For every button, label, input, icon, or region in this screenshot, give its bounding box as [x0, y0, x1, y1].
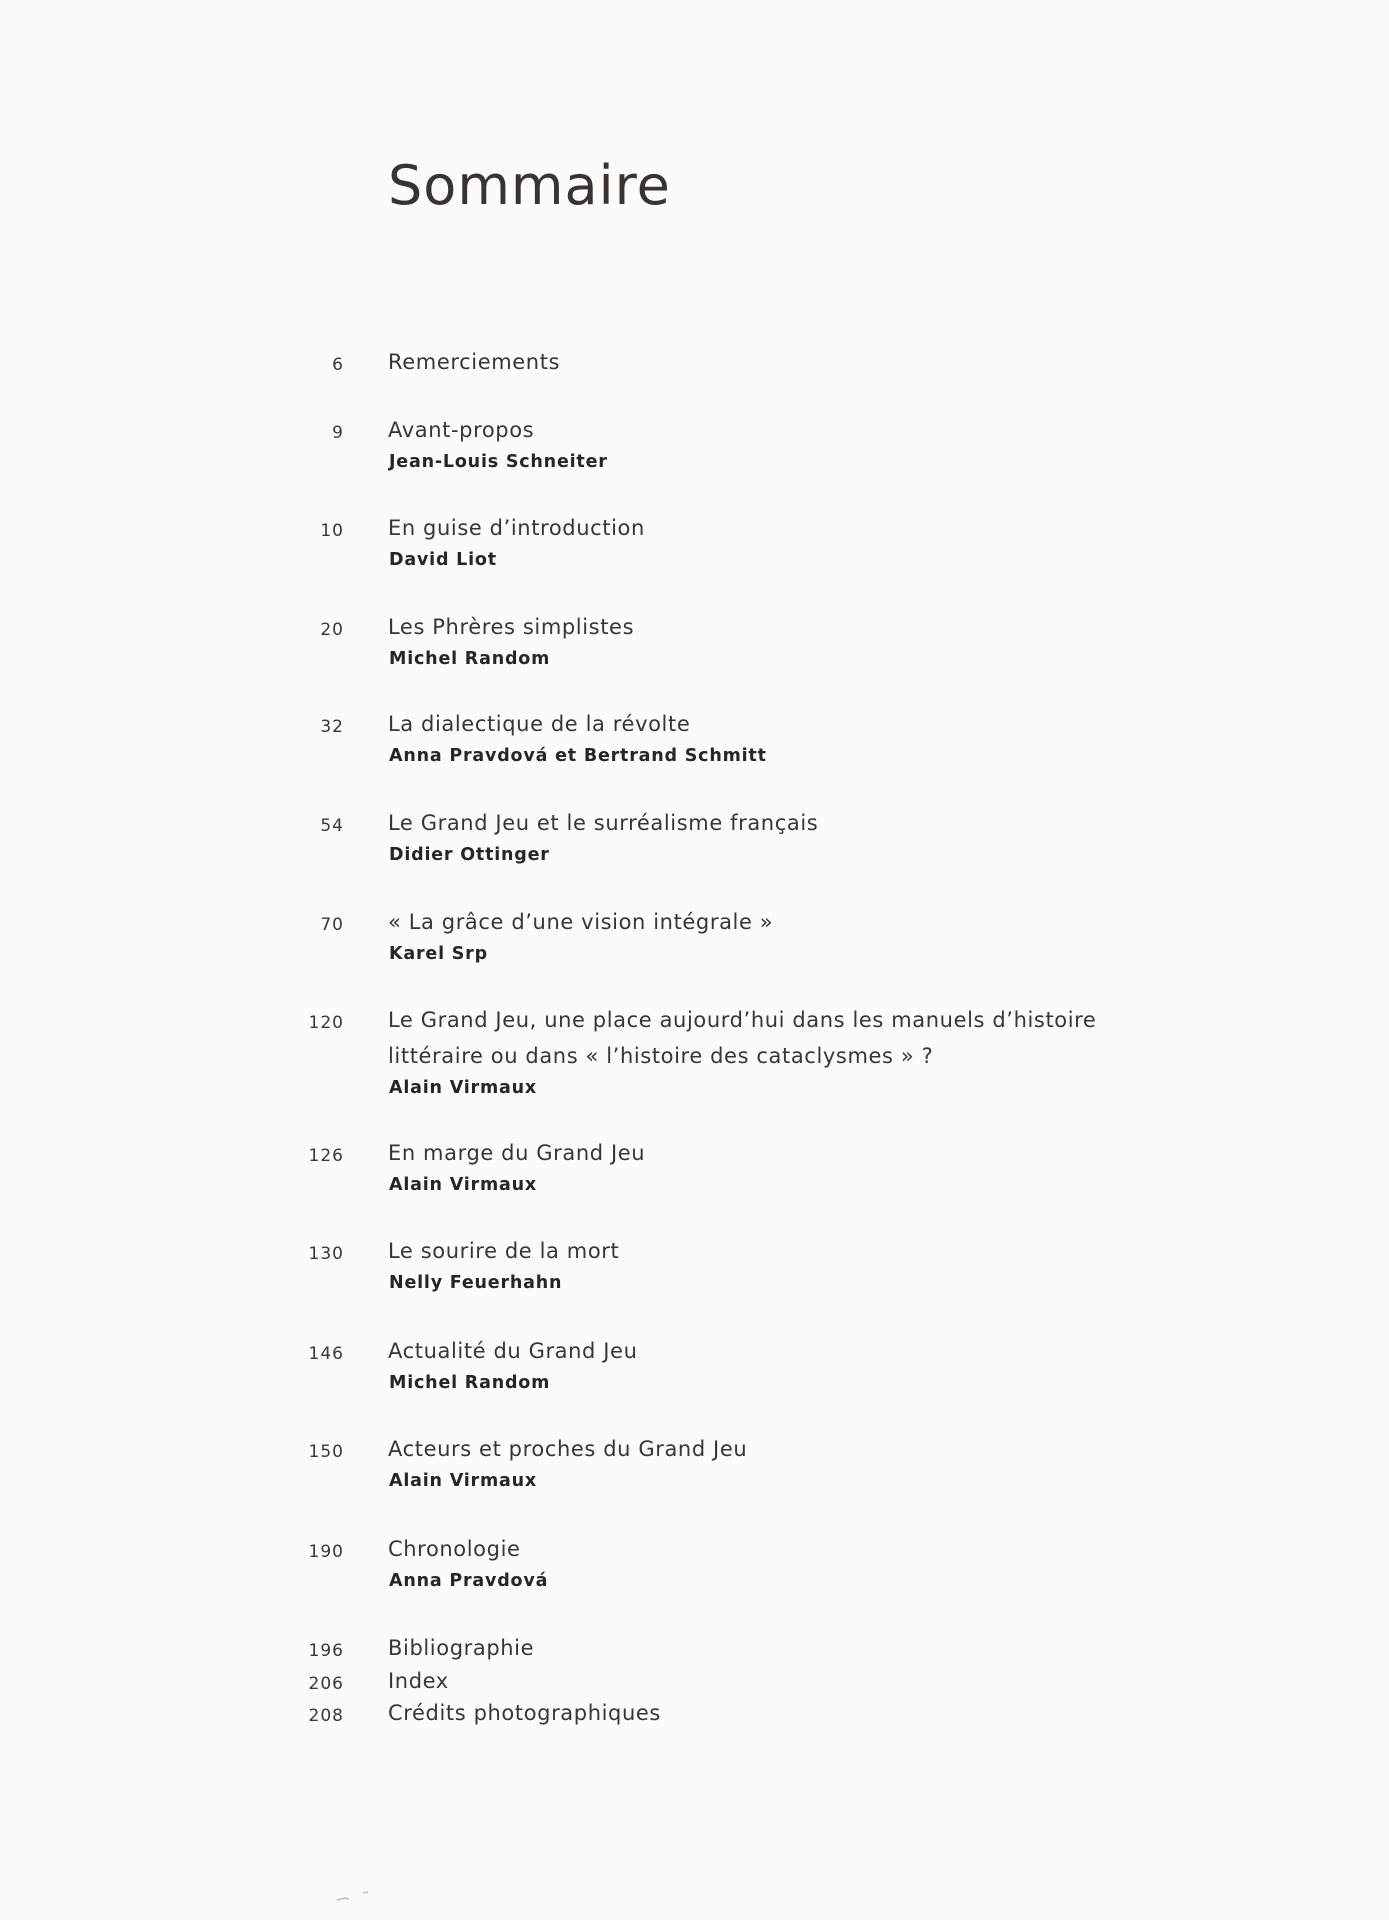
entry-author: Michel Random [389, 649, 551, 669]
entry-title: Avant-propos [388, 418, 535, 442]
page-number: 9 [332, 423, 344, 443]
page-number: 196 [308, 1641, 344, 1661]
entry-author: Alain Virmaux [389, 1078, 537, 1098]
entry-title: Actualité du Grand Jeu [388, 1339, 638, 1363]
entry-author: Karel Srp [389, 944, 488, 964]
page-number: 146 [308, 1344, 344, 1364]
entry-author: Didier Ottinger [389, 845, 550, 865]
page-number: 150 [308, 1442, 344, 1462]
page-number: 70 [320, 915, 344, 935]
entry-title: Index [388, 1669, 449, 1693]
page-title: Sommaire [388, 154, 671, 218]
entry-title: Bibliographie [388, 1636, 535, 1660]
page-number: 206 [308, 1674, 344, 1694]
page-number: 32 [320, 717, 344, 737]
page-number: 6 [332, 355, 344, 375]
page-number: 120 [308, 1013, 344, 1033]
entry-title: Le sourire de la mort [388, 1239, 620, 1263]
entry-title: Remerciements [388, 350, 561, 374]
page-number: 190 [308, 1542, 344, 1562]
page-number: 126 [308, 1146, 344, 1166]
entry-title: Les Phrères simplistes [388, 615, 635, 639]
entry-author: Anna Pravdová et Bertrand Schmitt [389, 746, 767, 766]
entry-title: Le Grand Jeu et le surréalisme français [388, 811, 819, 835]
page-number: 54 [320, 816, 344, 836]
entry-title: « La grâce d’une vision intégrale » [388, 910, 774, 934]
entry-author: Alain Virmaux [389, 1175, 537, 1195]
entry-author: Michel Random [389, 1373, 551, 1393]
entry-author: Nelly Feuerhahn [389, 1273, 563, 1293]
entry-title: Acteurs et proches du Grand Jeu [388, 1437, 748, 1461]
entry-author: Jean-Louis Schneiter [389, 452, 608, 472]
entry-title: Chronologie [388, 1537, 521, 1561]
entry-title: En marge du Grand Jeu [388, 1141, 646, 1165]
entry-author: Alain Virmaux [389, 1471, 537, 1491]
page-number: 130 [308, 1244, 344, 1264]
page-number: 20 [320, 620, 344, 640]
page-number: 10 [320, 521, 344, 541]
entry-author: David Liot [389, 550, 497, 570]
entry-title: La dialectique de la révolte [388, 712, 691, 736]
entry-title: En guise d’introduction [388, 516, 645, 540]
entry-author: Anna Pravdová [389, 1571, 549, 1591]
entry-title: Crédits photographiques [388, 1701, 661, 1725]
entry-title: Le Grand Jeu, une place aujourd’hui dans les manuels d’histoire littéraire ou dans « l’histoire des cataclysmes » ? [388, 1008, 1097, 1068]
paper-smudge [335, 1890, 375, 1904]
page-number: 208 [308, 1706, 344, 1726]
